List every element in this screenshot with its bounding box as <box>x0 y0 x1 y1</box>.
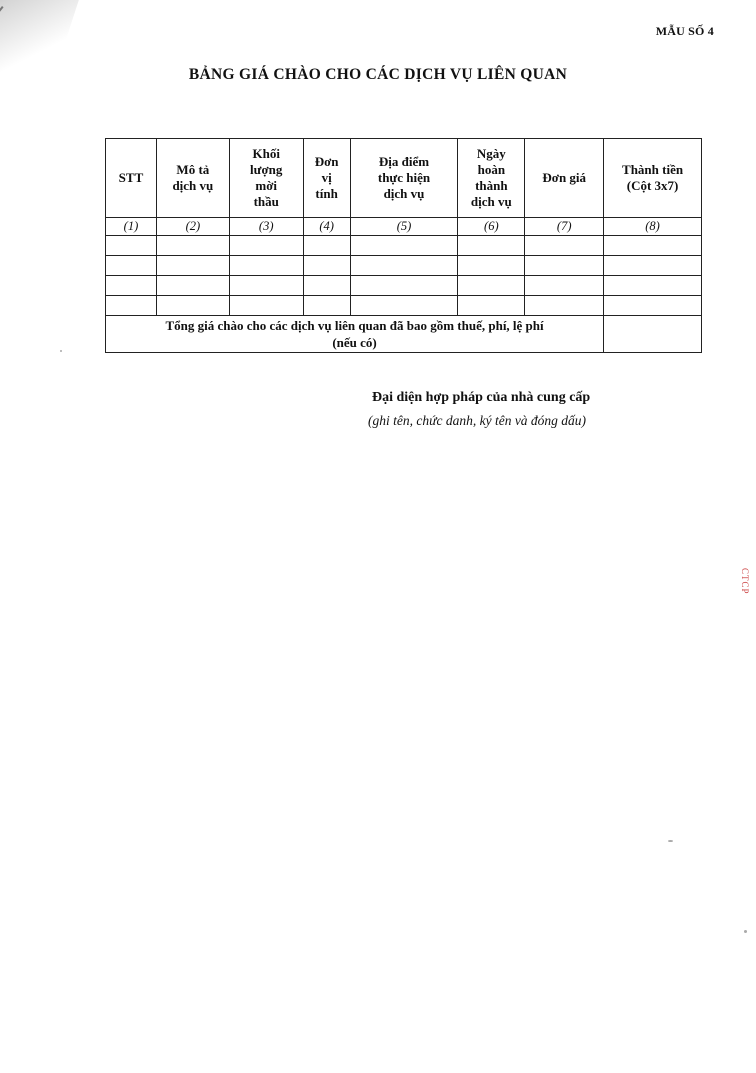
header-cell: STT <box>106 139 157 218</box>
table-cell[interactable] <box>106 276 157 296</box>
total-label: Tổng giá chào cho các dịch vụ liên quan đã bao gồm thuế, phí, lệ phí (nếu có) <box>106 316 604 353</box>
table-cell[interactable] <box>604 296 702 316</box>
table-cell[interactable] <box>303 276 350 296</box>
signature-note: (ghi tên, chức danh, ký tên và đóng dấu) <box>368 413 587 428</box>
signature-title: Đại diện hợp pháp của nhà cung cấp <box>372 390 591 405</box>
table-cell[interactable] <box>229 256 303 276</box>
table-cell[interactable] <box>106 236 157 256</box>
scan-speck <box>744 930 747 933</box>
column-number-cell: (2) <box>156 218 229 236</box>
table-cell[interactable] <box>156 256 229 276</box>
total-value-cell <box>604 316 702 353</box>
column-number-cell: (5) <box>350 218 458 236</box>
table-cell[interactable] <box>106 256 157 276</box>
table-cell[interactable] <box>229 236 303 256</box>
table-cell[interactable] <box>303 236 350 256</box>
table-cell[interactable] <box>229 276 303 296</box>
table-cell[interactable] <box>156 296 229 316</box>
header-cell: Ngày hoàn thành dịch vụ <box>458 139 525 218</box>
header-cell: Đơn giá <box>525 139 604 218</box>
table-cell[interactable] <box>350 276 458 296</box>
table-cell[interactable] <box>350 256 458 276</box>
table-cell[interactable] <box>525 256 604 276</box>
scan-speck <box>668 840 673 842</box>
header-row <box>106 139 702 218</box>
header-cell: Mô tả dịch vụ <box>156 139 229 218</box>
table-cell[interactable] <box>458 276 525 296</box>
table-cell[interactable] <box>350 296 458 316</box>
price-table <box>105 138 702 353</box>
table-row <box>106 256 702 276</box>
column-number-cell: (3) <box>229 218 303 236</box>
table-row <box>106 296 702 316</box>
column-number-cell: (6) <box>458 218 525 236</box>
table-cell[interactable] <box>106 296 157 316</box>
column-number-cell: (1) <box>106 218 157 236</box>
table-row <box>106 236 702 256</box>
table-body <box>106 218 702 353</box>
table-cell[interactable] <box>458 256 525 276</box>
table-cell[interactable] <box>458 236 525 256</box>
table-cell[interactable] <box>604 256 702 276</box>
table-cell[interactable] <box>303 256 350 276</box>
column-number-cell: (7) <box>525 218 604 236</box>
scan-speck <box>60 350 62 352</box>
header-cell: Địa điểm thực hiện dịch vụ <box>350 139 458 218</box>
document-title: BẢNG GIÁ CHÀO CHO CÁC DỊCH VỤ LIÊN QUAN <box>188 66 568 83</box>
table-cell[interactable] <box>156 276 229 296</box>
scan-shadow <box>0 0 86 121</box>
table-cell[interactable] <box>525 276 604 296</box>
table-cell[interactable] <box>229 296 303 316</box>
header-cell: Khối lượng mời thầu <box>229 139 303 218</box>
table-cell[interactable] <box>350 236 458 256</box>
header-cell: Đơn vị tính <box>303 139 350 218</box>
column-number-cell: (8) <box>604 218 702 236</box>
table-cell[interactable] <box>458 296 525 316</box>
table-cell[interactable] <box>525 236 604 256</box>
table-cell[interactable] <box>156 236 229 256</box>
table-cell[interactable] <box>303 296 350 316</box>
header-cell: Thành tiền (Cột 3x7) <box>604 139 702 218</box>
table-cell[interactable] <box>604 236 702 256</box>
margin-stamp-mark: CTCP <box>740 568 750 595</box>
table-cell[interactable] <box>604 276 702 296</box>
total-row <box>106 316 702 353</box>
column-number-cell: (4) <box>303 218 350 236</box>
column-number-row <box>106 218 702 236</box>
form-number: MẪU SỐ 4 <box>655 24 714 38</box>
table-row <box>106 276 702 296</box>
table-cell[interactable] <box>525 296 604 316</box>
